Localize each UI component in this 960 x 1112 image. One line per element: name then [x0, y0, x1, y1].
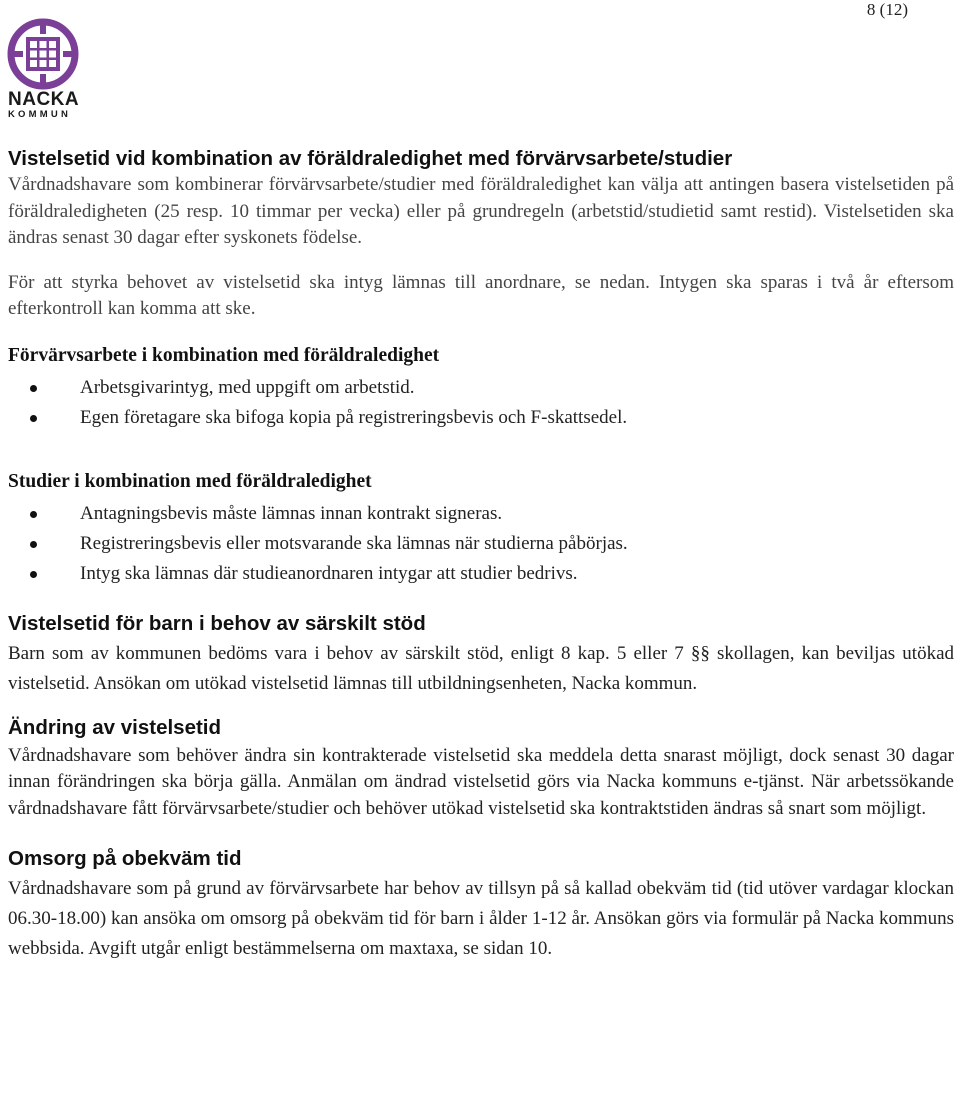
section-title-combination: Vistelsetid vid kombination av föräldraledighet med förvärvsarbete/studier — [8, 147, 733, 170]
nacka-emblem-icon — [6, 18, 80, 90]
section-title-odd-hours: Omsorg på obekväm tid — [8, 847, 242, 870]
document-body — [8, 146, 954, 964]
change-paragraph: Vårdnadshavare som behöver ändra sin kontrakterade vistelsetid ska meddela detta snarast möjligt, dock senast 30 dagar innan förändringen ska börja gälla. Anmälan om ändrad vistelsetid görs via Nacka kommuns e-tjänst. När arbetssökande vårdnadshavare fått förvärvsarbete/studier och behöver utökad vistelsetid ska kontraktstiden ändras så snart som möjligt. — [8, 744, 954, 819]
studies-list — [8, 499, 954, 589]
page-number: 8 (12) — [866, 0, 908, 19]
combination-paragraph: Vårdnadshavare som kombinerar förvärvsarbete/studier med föräldraledighet kan välja att antingen basera vistelsetiden på föräldraledigheten (25 resp. 10 timmar per vecka) eller på grundregeln (arbetstid/studietid samt restid). Vistelsetiden ska ändras senast 30 dagar efter syskonets födelse. — [8, 174, 954, 248]
section-title-change: Ändring av vistelsetid — [8, 715, 222, 739]
logo-sub: KOMMUN — [8, 109, 71, 120]
list-item: Registreringsbevis eller motsvarande ska lämnas när studierna påbörjas. — [8, 529, 954, 559]
work-list — [8, 373, 954, 433]
logo-name: NACKA — [8, 89, 80, 110]
list-item: Egen företagare ska bifoga kopia på registreringsbevis och F-skattsedel. — [8, 403, 954, 433]
special-support-paragraph: Barn som av kommunen bedöms vara i behov av särskilt stöd, enligt 8 kap. 5 eller 7 §§ skollagen, kan beviljas utökad vistelsetid. Ansökan om utökad vistelsetid lämnas till utbildningsenheten, Nacka kommun. — [8, 642, 954, 694]
list-item: Antagningsbevis måste lämnas innan kontrakt signeras. — [8, 499, 954, 529]
section-title-studies: Studier i kombination med föräldraledighet — [8, 470, 372, 492]
section-title-special-support: Vistelsetid för barn i behov av särskilt stöd — [8, 611, 426, 635]
list-item: Arbetsgivarintyg, med uppgift om arbetstid. — [8, 373, 954, 403]
list-item: Intyg ska lämnas där studieanordnaren intygar att studier bedrivs. — [8, 559, 954, 589]
section-title-work: Förvärvsarbete i kombination med föräldraledighet — [8, 344, 440, 366]
odd-hours-paragraph: Vårdnadshavare som på grund av förvärvsarbete har behov av tillsyn på så kallad obekväm tid (tid utöver vardagar klockan 06.30-18.00) kan ansöka om omsorg på obekväm tid för barn i ålder 1-12 år. Ansökan görs via formulär på Nacka kommuns webbsida. Avgift utgår enligt bestämmelserna om maxtaxa, se sidan 10. — [8, 878, 954, 959]
logo-wordmark — [8, 90, 79, 120]
certificate-paragraph: För att styrka behovet av vistelsetid ska intyg lämnas till anordnare, se nedan. Intygen ska sparas i två år eftersom efterkontroll kan komma att ske. — [8, 271, 954, 319]
